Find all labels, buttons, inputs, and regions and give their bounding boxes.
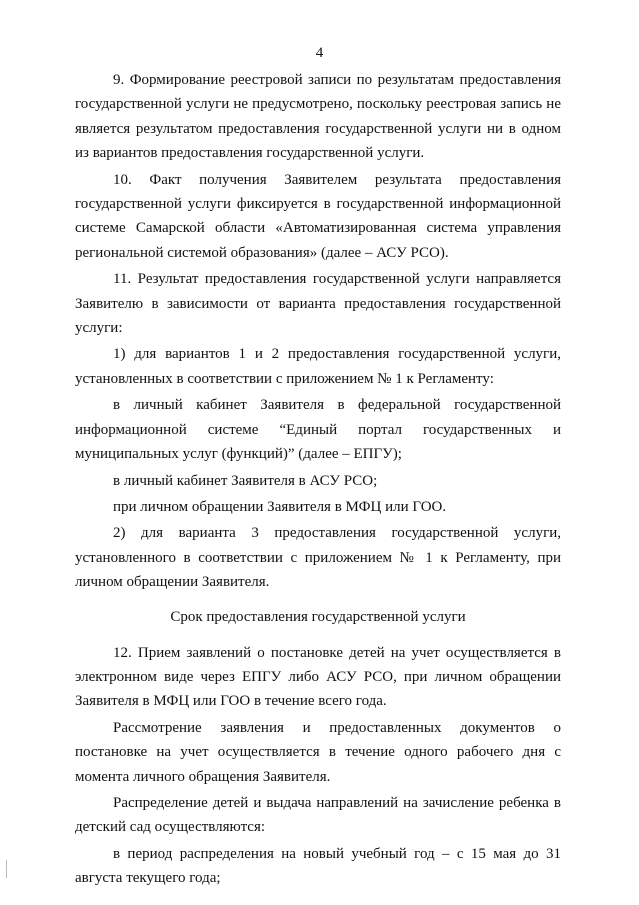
paragraph-distribution-period: в период распределения на новый учебный год – с 15 мая до 31 августа текущего года; (75, 845, 561, 887)
paragraph-12: 12. Прием заявлений о постановке детей на учет осуществляется в электронном виде через ЕПГУ либо АСУ РСО, при личном обращении Заявителя в МФЦ или ГОО в течение всего года. (75, 644, 561, 710)
document-body (75, 68, 561, 893)
paragraph-review: Рассмотрение заявления и предоставленных документов о постановке на учет осуществляется в течение одного рабочего дня с момента личного обращения Заявителя. (75, 719, 561, 785)
paragraph-10: 10. Факт получения Заявителем результата предоставления государственной услуги фиксируется в государственной информационной системе Самарской области «Автоматизированная система управления региональной системой образования» (далее – АСУ РСО). (75, 171, 561, 261)
paragraph-11-item-1: 1) для вариантов 1 и 2 предоставления государственной услуги, установленных в соответствии с приложением № 1 к Регламенту: (75, 346, 561, 387)
scan-edge-mark (6, 860, 7, 878)
paragraph-11: 11. Результат предоставления государственной услуги направляется Заявителю в зависимости от варианта предоставления государственной услуги: (75, 271, 561, 337)
paragraph-item-mfc: при личном обращении Заявителя в МФЦ или ГОО. (113, 498, 447, 515)
section-heading: Срок предоставления государственной услуги (170, 608, 466, 625)
paragraph-11-item-2: 2) для варианта 3 предоставления государственной услуги, установленного в соответствии с приложением № 1 к Регламенту, при личном обращении Заявителя. (75, 525, 561, 591)
paragraph-distribution: Распределение детей и выдача направлений на зачисление ребенка в детский сад осуществляются: (75, 794, 561, 836)
page-number: 4 (315, 45, 324, 61)
paragraph-9: 9. Формирование реестровой записи по результатам предоставления государственной услуги не предусмотрено, поскольку реестровая запись не является результатом предоставления государственной услуги ни в одном из вариантов предоставления государственной услуги. (75, 72, 561, 162)
paragraph-item-epgu: в личный кабинет Заявителя в федеральной государственной информационной системе “Единый портал государственных и муниципальных услуг (функций)” (далее – ЕПГУ); (75, 397, 561, 463)
paragraph-item-asu-rso: в личный кабинет Заявителя в АСУ РСО; (113, 472, 378, 489)
